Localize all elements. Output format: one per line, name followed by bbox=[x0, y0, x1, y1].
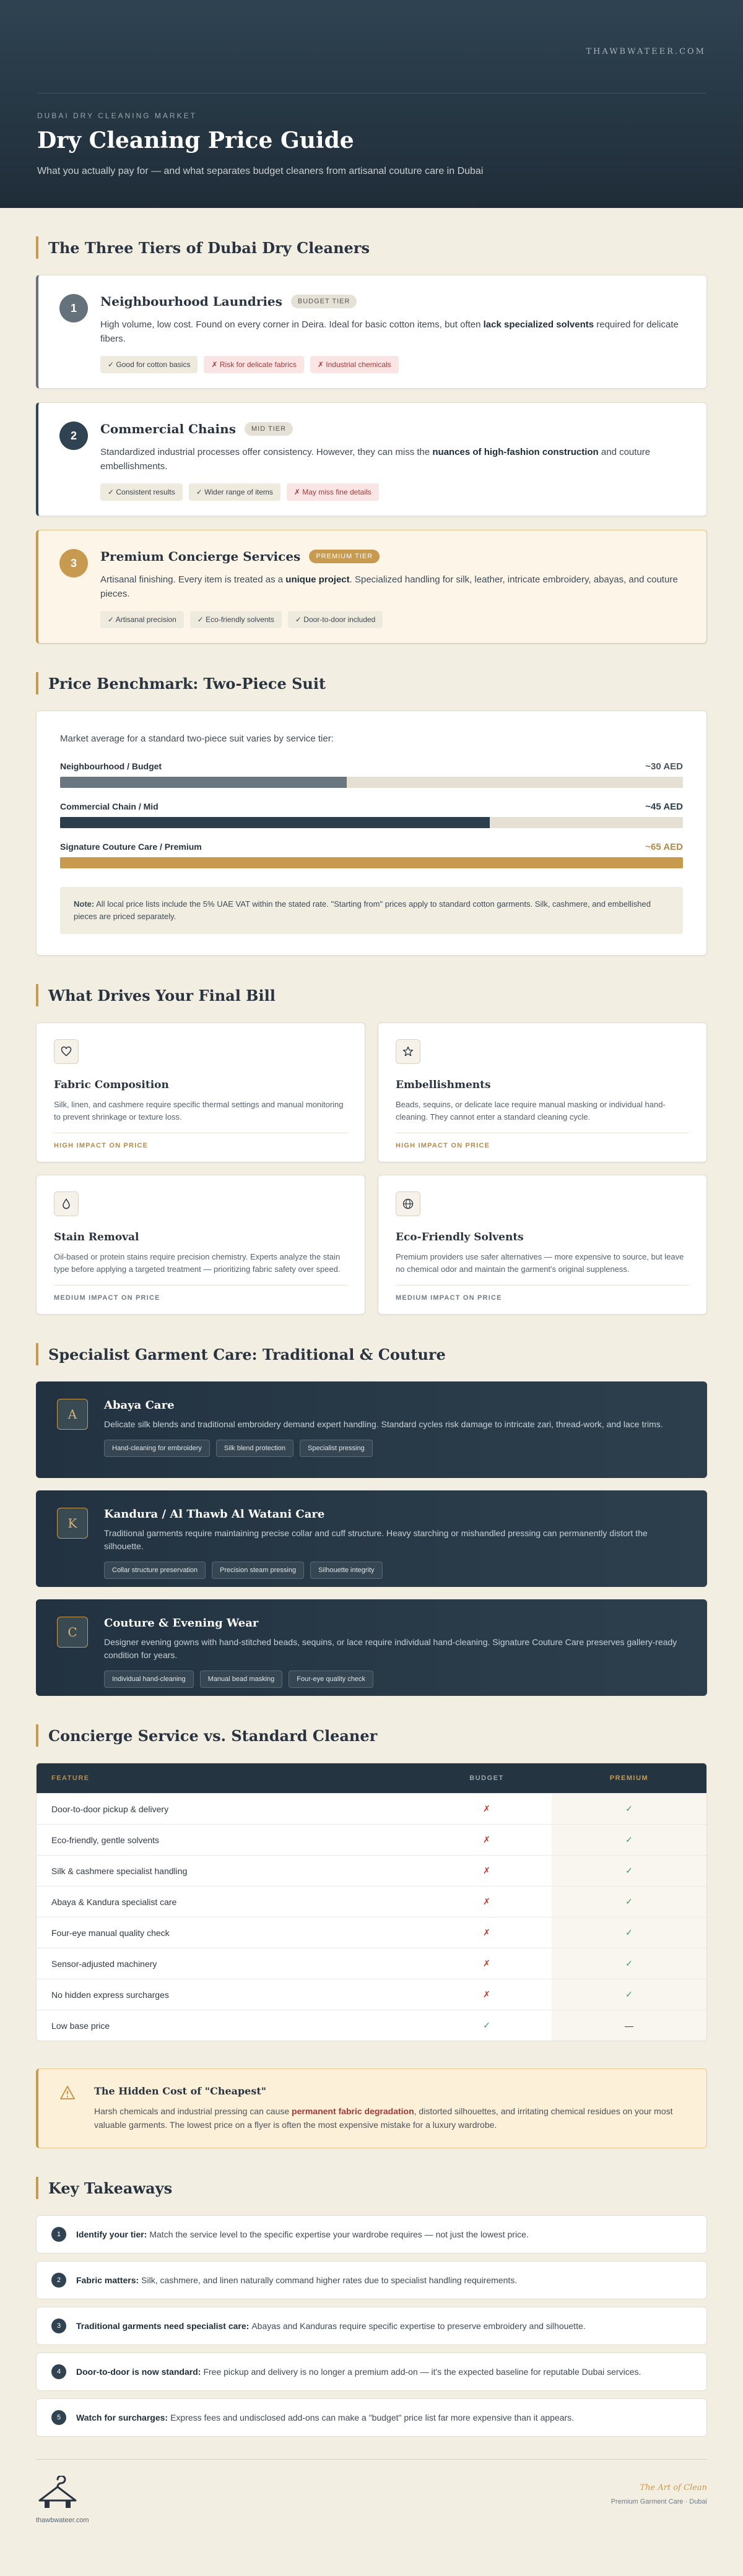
premium-cell: — bbox=[552, 2010, 706, 2041]
factor-card bbox=[36, 1022, 365, 1162]
note-text: All local price lists include the 5% UAE VAT within the stated rate. "Starting from" prices apply to standard cotton garments. Silk, cashmere, and embellished pieces are priced separately. bbox=[74, 899, 651, 921]
tier-number: 3 bbox=[59, 549, 88, 577]
premium-cell: ✓ bbox=[552, 1948, 706, 1979]
warning-text: Harsh chemicals and industrial pressing can cause permanent fabric degradation, distorted silhouettes, and irritating chemical residues on your most valuable garments. The lowest price on a flyer is often the most expensive mistake for a luxury wardrobe. bbox=[94, 2106, 673, 2130]
price-intro: Market average for a standard two-piece suit varies by service tier: bbox=[60, 733, 334, 744]
section-heading-price bbox=[36, 672, 707, 694]
tier-number: 1 bbox=[59, 294, 88, 322]
factor-title: Embellishments bbox=[396, 1079, 491, 1091]
hero-eyebrow: DUBAI DRY CLEANING MARKET bbox=[37, 111, 197, 120]
factor-card bbox=[36, 1175, 365, 1315]
specialist-tag: Silk blend protection bbox=[216, 1440, 293, 1457]
pro-chip: ✓ Good for cotton basics bbox=[100, 356, 198, 373]
takeaway-item bbox=[36, 2215, 707, 2254]
takeaway-label: Door-to-door is now standard: bbox=[76, 2367, 201, 2377]
specialist-description: Delicate silk blends and traditional embroidery demand expert handling. Standard cycles risk damage to intricate zari, thread-work, and lace trims. bbox=[104, 1419, 663, 1429]
budget-cell: ✗ bbox=[422, 1979, 552, 2010]
budget-cell: ✗ bbox=[422, 1948, 552, 1979]
table-row bbox=[37, 1979, 706, 2010]
section-heading-compare bbox=[36, 1724, 707, 1747]
section-heading-factors bbox=[36, 984, 707, 1006]
header-feature: FEATURE bbox=[37, 1763, 422, 1793]
table-row bbox=[37, 1917, 706, 1948]
feature-cell: Silk & cashmere specialist handling bbox=[37, 1855, 422, 1886]
price-tier-label: Signature Couture Care / Premium bbox=[60, 842, 202, 852]
price-tier-label: Neighbourhood / Budget bbox=[60, 761, 162, 771]
premium-cell: ✓ bbox=[552, 1886, 706, 1917]
specialist-tag: Manual bead masking bbox=[200, 1671, 283, 1688]
specialist-tag: Precision steam pressing bbox=[212, 1562, 304, 1579]
takeaway-number: 2 bbox=[51, 2273, 66, 2288]
tier-name: Commercial Chains bbox=[100, 421, 236, 436]
price-value: ~45 AED bbox=[645, 802, 683, 812]
section-title: Specialist Garment Care: Traditional & Couture bbox=[48, 1345, 446, 1364]
impact-label: HIGH IMPACT ON PRICE bbox=[54, 1133, 347, 1149]
table-row bbox=[37, 1948, 706, 1979]
table-row bbox=[37, 1886, 706, 1917]
globe-icon bbox=[396, 1191, 420, 1216]
pro-chip: ✓ Consistent results bbox=[100, 483, 183, 501]
table-header-row bbox=[37, 1763, 706, 1793]
takeaway-text: Free pickup and delivery is no longer a premium add-on — it's the expected baseline for reputable Dubai services. bbox=[203, 2367, 641, 2377]
page-footer bbox=[36, 2459, 707, 2546]
takeaway-item bbox=[36, 2398, 707, 2437]
feature-cell: Four-eye manual quality check bbox=[37, 1917, 422, 1948]
budget-cell: ✗ bbox=[422, 1793, 552, 1824]
header-premium: PREMIUM bbox=[552, 1763, 706, 1793]
section-title: What Drives Your Final Bill bbox=[48, 986, 276, 1005]
specialist-title: Kandura / Al Thawb Al Watani Care bbox=[104, 1508, 325, 1521]
tier-list bbox=[36, 275, 707, 644]
section-heading-specialist bbox=[36, 1343, 707, 1365]
takeaway-list bbox=[36, 2215, 707, 2437]
footer-subline: Premium Garment Care · Dubai bbox=[610, 2498, 707, 2505]
section-heading-tiers bbox=[36, 236, 707, 259]
price-bar-track bbox=[60, 817, 683, 828]
page-subtitle: What you actually pay for — and what separates budget cleaners from artisanal couture care in Dubai bbox=[37, 166, 484, 176]
con-chip: ✗ Risk for delicate fabrics bbox=[204, 356, 303, 373]
takeaway-label: Identify your tier: bbox=[76, 2229, 147, 2239]
tier-name: Premium Concierge Services bbox=[100, 549, 301, 564]
takeaway-item bbox=[36, 2261, 707, 2299]
specialist-letter-icon: C bbox=[57, 1617, 88, 1648]
specialist-tag: Four-eye quality check bbox=[289, 1671, 373, 1688]
factor-description: Beads, sequins, or delicate lace require manual masking or individual hand-cleaning. They cannot enter a standard cleaning cycle. bbox=[396, 1100, 666, 1122]
table-row bbox=[37, 1855, 706, 1886]
specialist-card bbox=[36, 1599, 707, 1696]
factor-title: Stain Removal bbox=[54, 1231, 139, 1243]
premium-cell: ✓ bbox=[552, 1793, 706, 1824]
feature-cell: Eco-friendly, gentle solvents bbox=[37, 1824, 422, 1855]
price-value: ~30 AED bbox=[645, 761, 683, 772]
takeaway-item bbox=[36, 2353, 707, 2391]
tier-description: Artisanal finishing. Every item is treated as a unique project. Specialized handling for silk, leather, intricate embroidery, abayas, and couture pieces. bbox=[100, 574, 678, 599]
star-icon bbox=[396, 1039, 420, 1064]
feature-cell: Door-to-door pickup & delivery bbox=[37, 1793, 422, 1824]
tier-name: Neighbourhood Laundries bbox=[100, 294, 282, 309]
feature-cell: Abaya & Kandura specialist care bbox=[37, 1886, 422, 1917]
specialist-tag: Hand-cleaning for embroidery bbox=[104, 1440, 210, 1457]
factor-grid bbox=[36, 1022, 707, 1315]
section-title: Concierge Service vs. Standard Cleaner bbox=[48, 1726, 378, 1745]
budget-cell: ✓ bbox=[422, 2010, 552, 2041]
factor-card bbox=[378, 1022, 707, 1162]
specialist-card bbox=[36, 1381, 707, 1478]
footer-tagline: The Art of Clean bbox=[640, 2483, 707, 2492]
specialist-title: Couture & Evening Wear bbox=[104, 1617, 259, 1630]
pro-chip: ✓ Artisanal precision bbox=[100, 611, 184, 628]
takeaway-label: Watch for surcharges: bbox=[76, 2413, 168, 2423]
price-row bbox=[60, 842, 683, 868]
budget-cell: ✗ bbox=[422, 1917, 552, 1948]
impact-label: MEDIUM IMPACT ON PRICE bbox=[396, 1285, 689, 1302]
tier-badge: MID TIER bbox=[245, 422, 293, 436]
note-label: Note: bbox=[74, 899, 95, 909]
specialist-tag: Individual hand-cleaning bbox=[104, 1671, 194, 1688]
takeaway-label: Fabric matters: bbox=[76, 2275, 139, 2285]
takeaway-text: Match the service level to the specific expertise your wardrobe requires — not just the lowest price. bbox=[149, 2229, 529, 2239]
impact-label: HIGH IMPACT ON PRICE bbox=[396, 1133, 689, 1149]
footer-site[interactable]: thawbwateer.com bbox=[36, 2517, 89, 2524]
price-row bbox=[60, 802, 683, 828]
premium-cell: ✓ bbox=[552, 1979, 706, 2010]
tier-description: Standardized industrial processes offer consistency. However, they can miss the nuances of high-fashion construction and couture embellishments. bbox=[100, 447, 651, 472]
takeaway-number: 1 bbox=[51, 2227, 66, 2242]
price-bar-track bbox=[60, 857, 683, 868]
budget-cell: ✗ bbox=[422, 1886, 552, 1917]
page-title: Dry Cleaning Price Guide bbox=[37, 128, 354, 153]
takeaway-text: Silk, cashmere, and linen naturally command higher rates due to specialist handling requirements. bbox=[141, 2275, 518, 2285]
specialist-tag: Collar structure preservation bbox=[104, 1562, 206, 1579]
hero-header bbox=[0, 0, 743, 208]
specialist-letter-icon: A bbox=[57, 1399, 88, 1430]
specialist-description: Traditional garments require maintaining precise collar and cuff structure. Heavy starching or mishandled pressing can permanently distort the silhouette. bbox=[104, 1528, 648, 1551]
feature-cell: No hidden express surcharges bbox=[37, 1979, 422, 2010]
takeaway-item bbox=[36, 2307, 707, 2345]
con-chip: ✗ May miss fine details bbox=[287, 483, 379, 501]
impact-label: MEDIUM IMPACT ON PRICE bbox=[54, 1285, 347, 1302]
specialist-title: Abaya Care bbox=[104, 1399, 175, 1412]
takeaway-label: Traditional garments need specialist care: bbox=[76, 2321, 250, 2331]
premium-cell: ✓ bbox=[552, 1824, 706, 1855]
takeaway-number: 4 bbox=[51, 2364, 66, 2379]
takeaway-text: Express fees and undisclosed add-ons can make a "budget" price list far more expensive than it appears. bbox=[170, 2413, 575, 2423]
premium-cell: ✓ bbox=[552, 1855, 706, 1886]
comparison-table bbox=[36, 1763, 707, 2041]
brand-name[interactable]: THAWBWATEER.COM bbox=[586, 47, 706, 56]
tier-badge: BUDGET TIER bbox=[291, 295, 357, 308]
pro-chip: ✓ Door-to-door included bbox=[288, 611, 383, 628]
con-chip: ✗ Industrial chemicals bbox=[310, 356, 399, 373]
takeaway-number: 3 bbox=[51, 2319, 66, 2333]
section-title: Price Benchmark: Two-Piece Suit bbox=[48, 674, 326, 693]
heart-icon bbox=[54, 1039, 79, 1064]
section-title: Key Takeaways bbox=[48, 2179, 173, 2197]
specialist-list bbox=[36, 1381, 707, 1696]
budget-cell: ✗ bbox=[422, 1824, 552, 1855]
price-tier-label: Commercial Chain / Mid bbox=[60, 802, 159, 811]
tier-card bbox=[36, 530, 707, 644]
specialist-tag: Specialist pressing bbox=[300, 1440, 373, 1457]
price-bar-fill bbox=[60, 777, 347, 788]
specialist-description: Designer evening gowns with hand-stitched beads, sequins, or lace require individual hand-cleaning. Signature Couture Care preserves gallery-ready condition for years. bbox=[104, 1637, 677, 1660]
factor-title: Eco-Friendly Solvents bbox=[396, 1231, 524, 1243]
tier-number: 2 bbox=[59, 421, 88, 450]
premium-cell: ✓ bbox=[552, 1917, 706, 1948]
factor-description: Premium providers use safer alternatives — more expensive to source, but leave no chemical odor and maintain the garment's original suppleness. bbox=[396, 1252, 684, 1274]
hidden-cost-warning bbox=[36, 2068, 707, 2148]
factor-description: Silk, linen, and cashmere require specific thermal settings and manual monitoring to prevent shrinkage or texture loss. bbox=[54, 1100, 344, 1122]
hanger-logo-icon[interactable] bbox=[36, 2476, 79, 2510]
specialist-card bbox=[36, 1490, 707, 1587]
table-row bbox=[37, 1824, 706, 1855]
tier-badge: PREMIUM TIER bbox=[309, 550, 380, 563]
factor-description: Oil-based or protein stains require precision chemistry. Experts analyze the stain type before applying a targeted treatment — prioritizing fabric safety over speed. bbox=[54, 1252, 341, 1274]
tier-card bbox=[36, 275, 707, 389]
table-row bbox=[37, 2010, 706, 2041]
warning-icon bbox=[59, 2085, 76, 2100]
factor-title: Fabric Composition bbox=[54, 1079, 169, 1091]
section-heading-takeaways bbox=[36, 2177, 707, 2199]
price-benchmark-card bbox=[36, 711, 707, 956]
header-budget: BUDGET bbox=[422, 1763, 552, 1793]
price-bar-fill bbox=[60, 817, 490, 828]
warning-title: The Hidden Cost of "Cheapest" bbox=[94, 2085, 267, 2097]
tier-card bbox=[36, 402, 707, 516]
specialist-tag: Silhouette integrity bbox=[310, 1562, 383, 1579]
feature-cell: Low base price bbox=[37, 2010, 422, 2041]
feature-cell: Sensor-adjusted machinery bbox=[37, 1948, 422, 1979]
droplet-icon bbox=[54, 1191, 79, 1216]
specialist-letter-icon: K bbox=[57, 1508, 88, 1539]
takeaway-text: Abayas and Kanduras require specific expertise to preserve embroidery and silhouette. bbox=[251, 2321, 586, 2331]
factor-card bbox=[378, 1175, 707, 1315]
takeaway-number: 5 bbox=[51, 2410, 66, 2425]
pro-chip: ✓ Wider range of items bbox=[189, 483, 280, 501]
price-value: ~65 AED bbox=[645, 842, 683, 852]
price-bar-track bbox=[60, 777, 683, 788]
budget-cell: ✗ bbox=[422, 1855, 552, 1886]
main-content bbox=[0, 236, 743, 2437]
pro-chip: ✓ Eco-friendly solvents bbox=[190, 611, 282, 628]
tier-description: High volume, low cost. Found on every corner in Deira. Ideal for basic cotton items, but often lack specialized solvents required for delicate fibers. bbox=[100, 319, 679, 344]
section-title: The Three Tiers of Dubai Dry Cleaners bbox=[48, 238, 370, 257]
price-row bbox=[60, 761, 683, 788]
price-note bbox=[60, 887, 683, 934]
price-bar-fill bbox=[60, 857, 683, 868]
table-row bbox=[37, 1793, 706, 1824]
